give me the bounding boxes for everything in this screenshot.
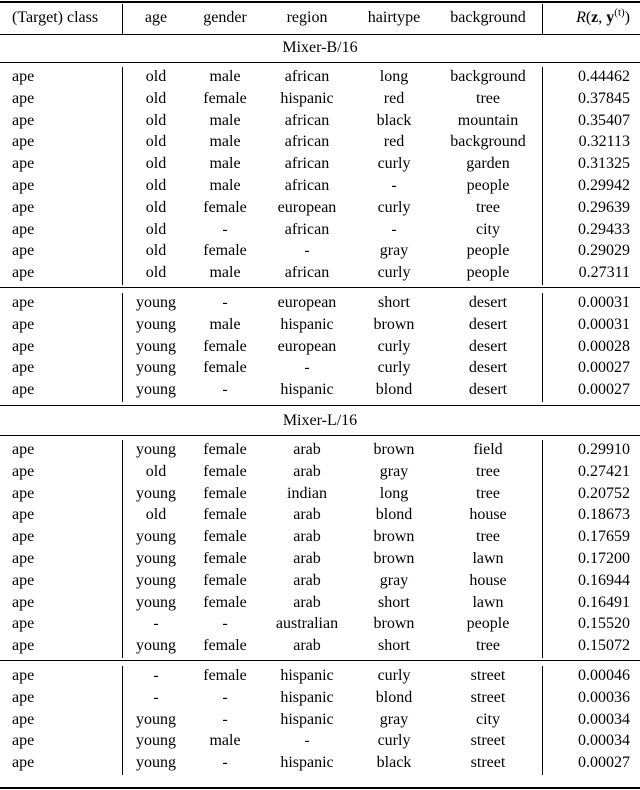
table-row [0,665,640,687]
cell-region: african [284,155,330,173]
cell-score: 0.44462 [578,68,630,85]
cell-gender: female [203,506,247,524]
cell-score: 0.00034 [578,732,630,750]
table-row [0,314,640,336]
cell-age: young [136,441,176,458]
table-row [0,461,640,483]
cell-hairtype: curly [377,667,411,684]
cell-background: desert [468,381,508,399]
section-title: Mixer-B/16 [282,39,358,56]
cell-gender: female [203,571,247,589]
cell-background: tree [476,528,500,546]
cell-background: field [473,441,503,458]
table-row [0,88,640,110]
cell-age: - [153,615,159,633]
cell-gender: - [222,710,228,728]
cell-score: 0.15072 [578,637,630,655]
cell-age: old [145,220,167,238]
cell-class: ape [12,220,35,238]
cell-score: 0.29639 [578,198,630,216]
cell-background: desert [468,359,508,377]
cell-age: old [145,198,167,216]
cell-region: arab [293,462,321,480]
table-row [0,548,640,570]
cell-gender: - [222,754,228,772]
cell-class: ape [12,710,35,728]
cell-background: people [466,177,510,194]
table-row [0,504,640,526]
cell-region: arab [293,441,321,458]
cell-background: tree [476,89,500,107]
section-title: Mixer-L/16 [282,412,358,429]
cell-hairtype: short [378,593,410,611]
cell-gender: male [209,155,241,173]
cell-class: ape [12,688,35,706]
header-region: region [286,9,328,26]
cell-score: 0.17200 [578,550,630,567]
cell-gender: female [203,667,247,684]
cell-age: young [136,294,176,311]
cell-hairtype: long [379,68,409,85]
cell-age: - [153,688,159,706]
cell-hairtype: curly [377,337,411,355]
cell-background: background [450,68,526,85]
table-row [0,336,640,358]
cell-class: ape [12,337,35,355]
cell-age: young [136,550,176,567]
cell-hairtype: - [391,177,397,194]
cell-region: indian [287,484,327,502]
group-rule [0,287,640,288]
cell-age: old [145,155,167,173]
cell-age: young [136,359,176,377]
cell-gender: - [222,294,228,311]
cell-background: street [470,754,506,772]
cell-hairtype: gray [379,462,409,480]
cell-region: african [284,133,330,151]
header-age: age [144,9,168,26]
cell-region: - [304,359,310,377]
cell-class: ape [12,111,35,129]
cell-gender: male [209,111,241,129]
cell-hairtype: curly [377,359,411,377]
cell-class: ape [12,637,35,655]
cell-hairtype: blond [375,688,413,706]
header-rule [0,34,640,35]
cell-background: tree [476,462,500,480]
cell-gender: - [222,381,228,399]
table-row [0,752,640,774]
cell-score: 0.00031 [578,294,630,311]
cell-class: ape [12,381,35,399]
cell-gender: female [203,89,247,107]
score-divider-line [542,4,543,34]
cell-age: young [136,754,176,772]
cell-hairtype: black [376,754,412,772]
cell-region: african [284,111,330,129]
table-row [0,483,640,505]
class-divider-line [122,666,123,775]
cell-region: arab [293,550,321,567]
cell-region: australian [275,615,339,633]
cell-class: ape [12,133,35,151]
cell-gender: - [222,220,228,238]
cell-age: young [136,528,176,546]
cell-age: old [145,177,167,194]
cell-gender: male [209,315,241,333]
cell-score: 0.27421 [578,462,630,480]
group-rule [0,660,640,661]
table-row [0,110,640,132]
table-row [0,592,640,614]
cell-background: mountain [457,111,519,129]
cell-age: old [145,133,167,151]
table-row [0,357,640,379]
cell-gender: - [222,688,228,706]
cell-region: african [284,264,330,282]
cell-region: european [277,294,337,311]
cell-class: ape [12,506,35,524]
cell-hairtype: curly [377,732,411,750]
cell-age: young [136,637,176,655]
cell-class: ape [12,294,35,311]
score-y: y [606,9,615,26]
table-row [0,66,640,88]
cell-class: ape [12,593,35,611]
cell-region: - [304,242,310,260]
cell-class: ape [12,528,35,546]
cell-background: house [469,571,507,589]
cell-region: hispanic [280,315,334,333]
cell-class: ape [12,484,35,502]
header-score: R(z, $y^{(t)}$) [576,6,630,26]
table-row [0,439,640,461]
cell-age: old [145,462,167,480]
cell-hairtype: gray [379,571,409,589]
class-divider-line [122,440,123,658]
cell-background: tree [476,637,500,655]
cell-age: young [136,484,176,502]
cell-age: young [136,593,176,611]
cell-age: young [136,315,176,333]
class-divider-line [122,67,123,285]
cell-class: ape [12,242,35,260]
cell-region: african [284,177,330,194]
table-row [0,219,640,241]
cell-age: - [153,667,159,684]
cell-gender: male [209,732,241,750]
cell-age: old [145,68,167,85]
cell-background: garden [466,155,510,173]
cell-hairtype: red [383,89,405,107]
cell-age: old [145,89,167,107]
cell-class: ape [12,177,35,194]
header-gender: gender [203,9,247,26]
cell-background: people [466,264,510,282]
cell-hairtype: red [383,133,405,151]
cell-class: ape [12,550,35,567]
cell-score: 0.18673 [578,506,630,524]
cell-score: 0.00031 [578,315,630,333]
cell-region: - [304,732,310,750]
cell-region: european [277,337,337,355]
score-divider-line [542,293,543,402]
cell-score: 0.00046 [578,667,630,684]
cell-region: african [284,220,330,238]
table-row [0,635,640,657]
cell-region: hispanic [280,667,334,684]
cell-score: 0.29942 [578,177,630,194]
cell-score: 0.00028 [578,337,630,355]
header-background: background [450,9,526,26]
cell-score: 0.20752 [578,484,630,502]
table-row [0,570,640,592]
top-rule [0,1,640,3]
cell-score: 0.35407 [578,111,630,129]
cell-gender: female [203,359,247,377]
cell-gender: female [203,198,247,216]
cell-score: 0.37845 [578,89,630,107]
bottom-rule [0,787,640,789]
cell-score: 0.32113 [578,133,630,151]
table-row [0,175,640,197]
cell-region: hispanic [280,754,334,772]
table-row [0,197,640,219]
cell-region: hispanic [280,89,334,107]
cell-background: lawn [472,593,504,611]
cell-hairtype: curly [377,198,411,216]
cell-region: european [277,198,337,216]
cell-age: old [145,111,167,129]
cell-background: city [476,710,500,728]
cell-class: ape [12,732,35,750]
cell-score: 0.00034 [578,710,630,728]
table-row [0,687,640,709]
cell-region: arab [293,571,321,589]
cell-gender: female [203,484,247,502]
cell-score: 0.27311 [578,264,630,282]
cell-background: background [450,133,526,151]
cell-hairtype: short [378,637,410,655]
header-target-class: (Target) class [12,9,99,26]
cell-class: ape [12,571,35,589]
cell-class: ape [12,198,35,216]
cell-background: street [470,667,506,684]
cell-background: tree [476,198,500,216]
cell-score: 0.00027 [578,754,630,772]
cell-score: 0.16944 [578,571,630,589]
cell-class: ape [12,359,35,377]
cell-background: city [476,220,500,238]
cell-class: ape [12,264,35,282]
cell-hairtype: curly [377,264,411,282]
cell-gender: male [209,177,241,194]
cell-class: ape [12,462,35,480]
score-sup: (t) [614,6,625,19]
cell-gender: male [209,68,241,85]
cell-class: ape [12,89,35,107]
cell-gender: male [209,133,241,151]
cell-region: hispanic [280,688,334,706]
cell-gender: - [222,615,228,633]
score-divider-line [542,67,543,285]
cell-class: ape [12,615,35,633]
cell-class: ape [12,155,35,173]
cell-hairtype: black [376,111,412,129]
cell-gender: female [203,550,247,567]
cell-background: tree [476,484,500,502]
cell-class: ape [12,68,35,85]
cell-hairtype: brown [373,315,415,333]
cell-age: young [136,710,176,728]
class-divider-line [122,4,123,34]
cell-gender: female [203,528,247,546]
cell-region: arab [293,506,321,524]
score-z: z [591,9,599,26]
cell-hairtype: gray [379,710,409,728]
cell-gender: female [203,637,247,655]
cell-score: 0.00027 [578,381,630,399]
cell-hairtype: brown [373,441,415,458]
cell-region: hispanic [280,381,334,399]
cell-score: 0.16491 [578,593,630,611]
cell-hairtype: brown [373,528,415,546]
cell-hairtype: blond [375,506,413,524]
cell-gender: male [209,264,241,282]
header-hairtype: hairtype [367,9,421,26]
cell-age: young [136,571,176,589]
cell-gender: female [203,242,247,260]
cell-background: street [470,732,506,750]
cell-hairtype: - [391,220,397,238]
cell-age: young [136,337,176,355]
cell-background: people [466,242,510,260]
cell-age: old [145,264,167,282]
cell-background: house [469,506,507,524]
cell-class: ape [12,667,35,684]
cell-score: 0.17659 [578,528,630,546]
cell-region: arab [293,528,321,546]
cell-region: arab [293,593,321,611]
cell-class: ape [12,754,35,772]
table-row [0,613,640,635]
cell-age: old [145,242,167,260]
cell-score: 0.00027 [578,359,630,377]
cell-score: 0.29910 [578,441,630,458]
cell-age: young [136,381,176,399]
cell-background: street [470,688,506,706]
cell-background: desert [468,315,508,333]
cell-region: arab [293,637,321,655]
cell-hairtype: short [378,294,410,311]
section-end-rule [0,405,640,406]
table-row [0,153,640,175]
cell-hairtype: gray [379,242,409,260]
cell-gender: female [203,462,247,480]
cell-score: 0.00036 [578,688,630,706]
cell-background: desert [468,294,508,311]
table-row [0,262,640,284]
table-row [0,379,640,401]
table-row [0,709,640,731]
cell-hairtype: long [379,484,409,502]
cell-hairtype: brown [373,550,415,567]
section-rule [0,435,640,436]
table-row [0,131,640,153]
table-row [0,526,640,548]
class-divider-line [122,293,123,402]
table-row [0,240,640,262]
section-rule [0,62,640,63]
cell-background: desert [468,337,508,355]
score-divider-line [542,440,543,658]
cell-score: 0.29029 [578,242,630,260]
cell-gender: female [203,337,247,355]
cell-gender: female [203,593,247,611]
table-header [0,6,640,30]
cell-hairtype: curly [377,155,411,173]
cell-age: young [136,732,176,750]
table-row [0,292,640,314]
cell-class: ape [12,315,35,333]
cell-background: people [466,615,510,633]
cell-age: old [145,506,167,524]
cell-class: ape [12,441,35,458]
score-function: R [576,9,586,26]
cell-score: 0.29433 [578,220,630,238]
table-row [0,730,640,752]
score-divider-line [542,666,543,775]
cell-region: african [284,68,330,85]
cell-gender: female [203,441,247,458]
cell-score: 0.31325 [578,155,630,173]
cell-score: 0.15520 [578,615,630,633]
cell-background: lawn [472,550,504,567]
cell-hairtype: blond [375,381,413,399]
cell-region: hispanic [280,710,334,728]
cell-hairtype: brown [373,615,415,633]
